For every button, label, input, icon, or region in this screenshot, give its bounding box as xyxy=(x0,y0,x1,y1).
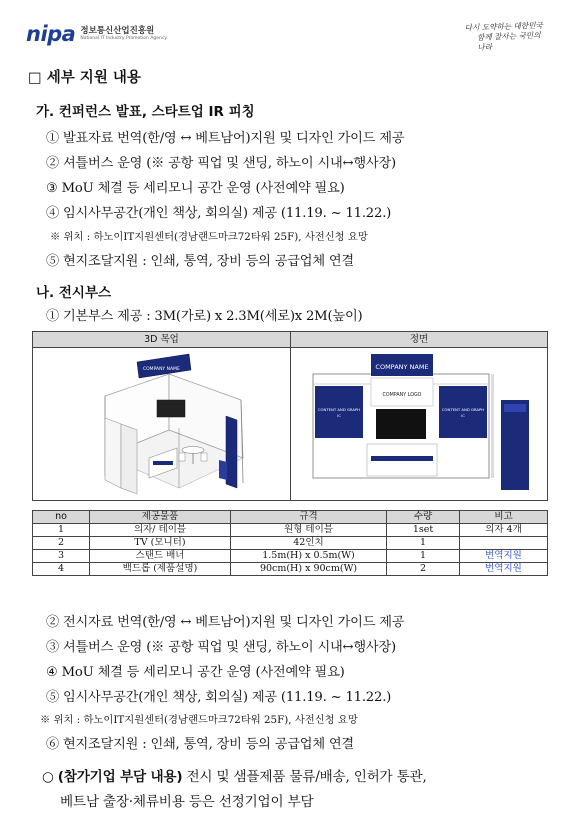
booth-3d-mockup-image xyxy=(33,348,290,500)
mockup-sign-text: COMPANY NAME xyxy=(143,367,180,372)
right-panel-text-2: IC xyxy=(461,413,465,418)
page-header xyxy=(0,0,575,58)
front-sign-text: COMPANY NAME xyxy=(375,363,429,371)
part-a-item-4: ④ 임시사무공간(개인 책상, 회의실) 제공 (11.19. ~ 11.22.) xyxy=(46,206,392,221)
front-view-column xyxy=(291,332,547,500)
logo-mark: nipa xyxy=(26,22,76,46)
table-row: 2 TV (모니터) 42인치 1 xyxy=(33,537,548,550)
part-b-item-5: ⑤ 임시사무공간(개인 책상, 회의실) 제공 (11.19. ~ 11.22.) xyxy=(46,690,392,705)
col-item: 제공물품 xyxy=(90,511,231,524)
mockup-column xyxy=(33,332,291,500)
part-b-heading: 나. 전시부스 xyxy=(36,285,112,301)
col-no: no xyxy=(33,511,90,524)
front-logo-text: COMPANY LOGO xyxy=(382,393,422,398)
part-a-item-1: ① 발표자료 번역(한/영 ↔ 베트남어)지원 및 디자인 가이드 제공 xyxy=(46,131,405,146)
booth-image-table xyxy=(32,331,548,501)
part-b-item-6: ⑥ 현지조달지원 : 인쇄, 통역, 장비 등의 공급업체 연결 xyxy=(46,737,354,752)
col-spec: 규격 xyxy=(231,511,387,524)
cost-burden-line-2: 베트남 출장·체류비용 등은 선정기업이 부담 xyxy=(60,794,314,810)
cost-burden-line-1 xyxy=(42,765,427,785)
right-panel-text: CONTENT AND GRAPH xyxy=(441,407,485,412)
cost-burden-text: 전시 및 샘플제품 물류/배송, 인허가 통관, xyxy=(182,769,427,785)
left-panel-text: CONTENT AND GRAPH xyxy=(317,407,361,412)
front-view-header: 정면 xyxy=(291,332,547,348)
col-qty: 수량 xyxy=(387,511,460,524)
part-b-item-4: ④ MoU 체결 등 세리모니 공간 운영 (사전예약 필요) xyxy=(46,665,345,680)
left-panel-text-2: IC xyxy=(337,413,341,418)
section-title: □ 세부 지원 내용 xyxy=(28,70,141,86)
part-a-item-5: ⑤ 현지조달지원 : 인쇄, 통역, 장비 등의 공급업체 연결 xyxy=(46,254,354,269)
bullet-circle: ○ xyxy=(42,769,54,785)
part-b-note: ※ 위치 : 하노이IT지원센터(경남랜드마크72타워 25F), 사전신청 요망 xyxy=(40,714,358,726)
part-b-item-3: ③ 셔틀버스 운영 (※ 공항 픽업 및 샌딩, 하노이 시내↔행사장) xyxy=(46,640,396,655)
part-a-note: ※ 위치 : 하노이IT지원센터(경남랜드마크72타워 25F), 사전신청 요망 xyxy=(50,231,368,243)
col-note: 비고 xyxy=(460,511,548,524)
table-header-row xyxy=(33,511,548,524)
part-a-item-3: ③ MoU 체결 등 세리모니 공간 운영 (사전예약 필요) xyxy=(46,181,345,196)
nipa-logo xyxy=(26,22,167,46)
slogan: 다시 도약하는 대한민국 함께 잘사는 국민의 나라 xyxy=(464,20,543,53)
booth-front-view-image xyxy=(291,348,547,500)
part-a-item-2: ② 셔틀버스 운영 (※ 공항 픽업 및 샌딩, 하노이 시내↔행사장) xyxy=(46,156,396,171)
table-row: 1 의자/ 테이블 원형 테이블 1set 의자 4개 xyxy=(33,524,548,537)
logo-korean: 정보통신산업진흥원 xyxy=(80,25,155,36)
cost-burden-label: (참가기업 부담 내용) xyxy=(57,769,183,785)
part-b-item-2: ② 전시자료 번역(한/영 ↔ 베트남어)지원 및 디자인 가이드 제공 xyxy=(46,615,405,630)
part-b-item-1: ① 기본부스 제공 : 3M(가로) x 2.3M(세로)x 2M(높이) xyxy=(46,309,363,324)
table-row: 3 스탠드 배너 1.5m(H) x 0.5m(W) 1 번역지원 xyxy=(33,550,548,563)
logo-english: National IT Industry Promotion Agency xyxy=(80,36,168,41)
provided-items-table xyxy=(32,510,548,576)
table-row: 4 백드롭 (제품설명) 90cm(H) x 90cm(W) 2 번역지원 xyxy=(33,563,548,576)
mockup-header: 3D 목업 xyxy=(33,332,290,348)
part-a-heading: 가. 컨퍼런스 발표, 스타트업 IR 피칭 xyxy=(36,104,255,120)
